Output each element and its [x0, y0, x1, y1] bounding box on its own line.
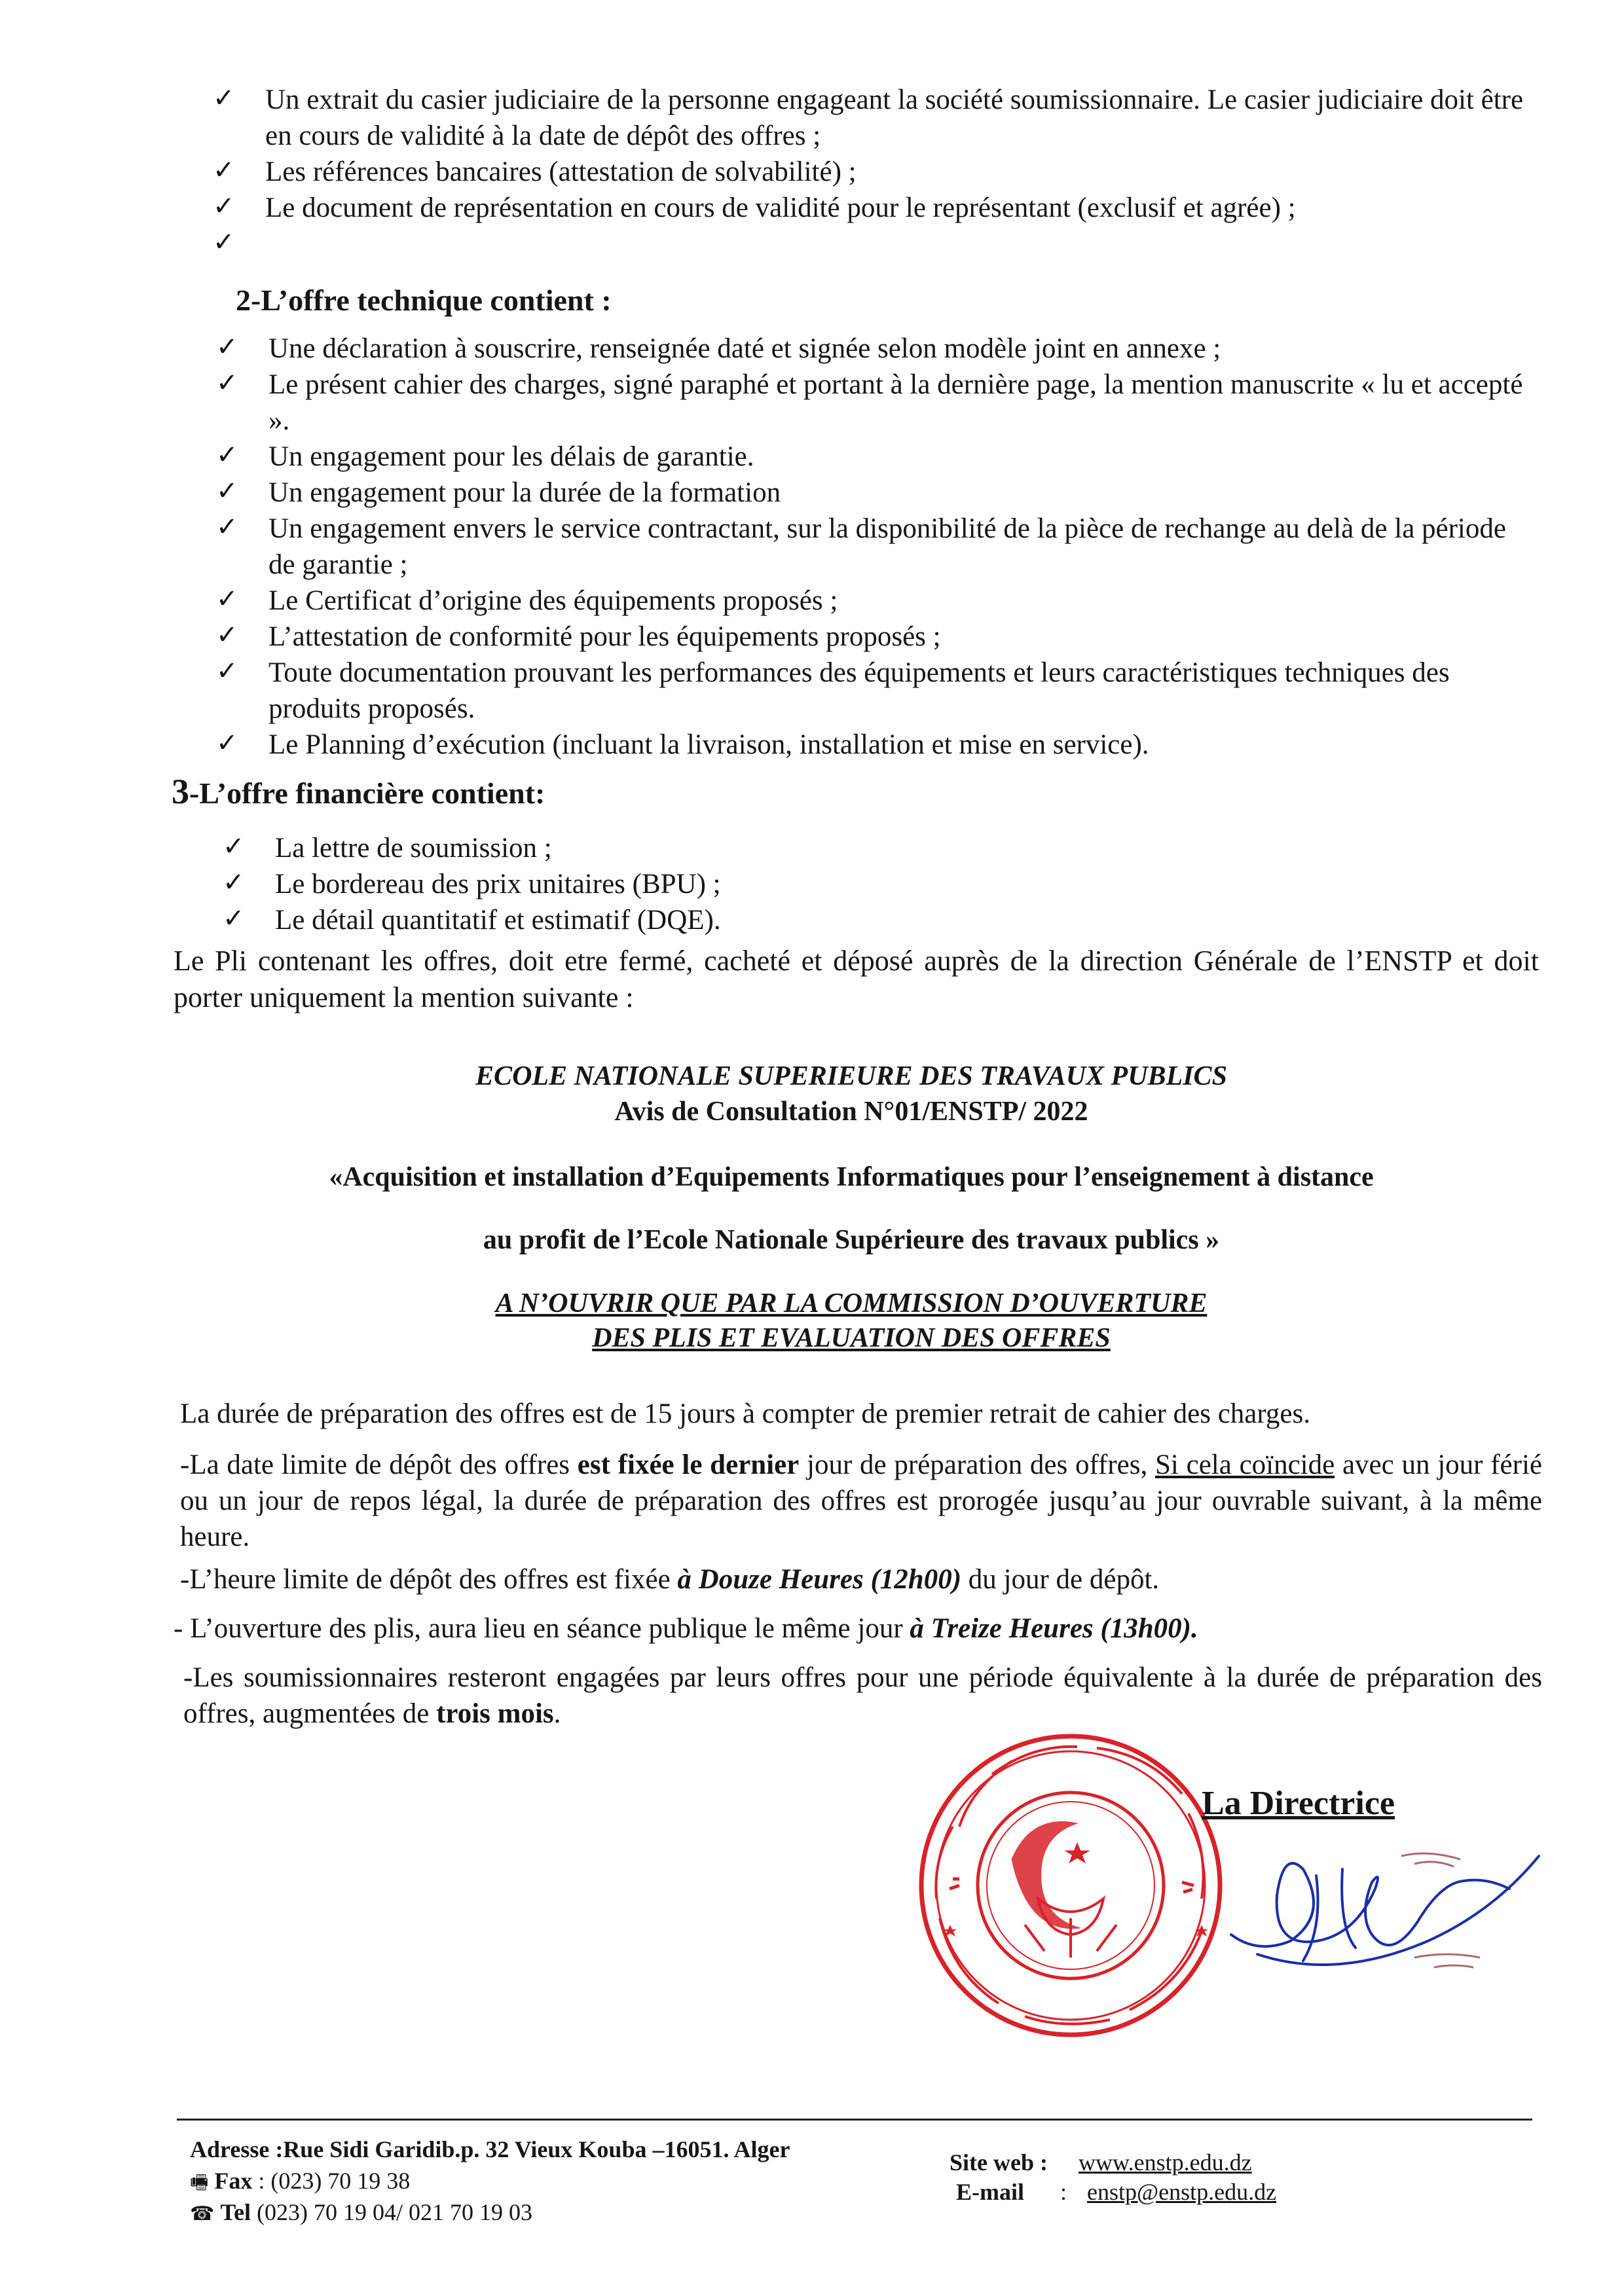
list-item	[213, 226, 1536, 262]
check-mark-icon: ✓	[216, 476, 238, 507]
check-mark-icon: ✓	[213, 83, 235, 113]
list-item: ✓ Le Certificat d’origine des équipements proposés ;	[216, 584, 838, 617]
list-item: ✓ Le détail quantitatif et estimatif (DQE).	[223, 903, 721, 936]
footer-email: E-mail : enstp@enstp.edu.dz	[956, 2179, 1277, 2205]
pli-paragraph: Le Pli contenant les offres, doit etre fermé, cacheté et déposé auprès de la direction Générale de l’ENSTP et doit porter uniquement la mention suivante :	[174, 945, 1539, 1014]
check-mark-icon: ✓	[213, 155, 235, 186]
check-mark-icon: ✓	[223, 903, 245, 934]
list-item: ✓ Le Planning d’exécution (incluant la livraison, installation et mise en service).	[216, 728, 1149, 761]
list-item: ✓ Le bordereau des prix unitaires (BPU) ;	[223, 867, 721, 900]
financial-offer-list	[223, 830, 1401, 938]
technical-offer-list	[216, 331, 1539, 763]
intro-list	[213, 82, 1536, 262]
check-mark-icon: ✓	[216, 584, 238, 615]
list-item: ✓ Un engagement pour la durée de la formation	[216, 476, 781, 509]
warning-line-2: DES PLIS ET EVALUATION DES OFFRES	[592, 1323, 1111, 1353]
offer-validity: -Les soumissionnaires resteront engagées par leurs offres pour une période équivalente à la durée de préparation des offres, augmentées de trois mois.	[183, 1662, 1542, 1730]
website-link[interactable]: www.enstp.edu.dz	[1079, 2149, 1252, 2176]
check-mark-icon: ✓	[216, 728, 238, 759]
footer-divider	[177, 2119, 1532, 2121]
preparation-duration: La durée de préparation des offres est de 15 jours à compter de premier retrait de cahier des charges.	[180, 1398, 1311, 1429]
check-mark-icon: ✓	[216, 620, 238, 651]
consultation-notice: Avis de Consultation N°01/ENSTP/ 2022	[614, 1097, 1088, 1127]
phone-icon: ☎	[190, 2202, 215, 2225]
email-link[interactable]: enstp@enstp.edu.dz	[1087, 2179, 1277, 2205]
check-mark-icon: ✓	[213, 227, 235, 258]
list-item: ✓ Un engagement envers le service contractant, sur la disponibilité de la pièce de rechange au delà de la période de garantie ;	[216, 512, 1506, 581]
list-item: ✓ La lettre de soumission ;	[223, 831, 552, 864]
stamp-seal-icon	[913, 1728, 1228, 2043]
deadline-paragraph: -La date limite de dépôt des offres est fixée le dernier jour de préparation des offres, Si cela coïncide avec un jour férié ou un jour de repos légal, la durée de préparation des offres est prorogée jusqu’au jour ouvrable suivant, à la même heure.	[180, 1449, 1542, 1553]
check-mark-icon: ✓	[213, 191, 235, 222]
object-line-1: «Acquisition et installation d’Equipements Informatiques pour l’enseignement à distance	[329, 1162, 1374, 1192]
check-mark-icon: ✓	[216, 656, 238, 687]
warning-line-1: A N’OUVRIR QUE PAR LA COMMISSION D’OUVERTURE	[495, 1288, 1208, 1319]
handwritten-signature	[1218, 1830, 1559, 2000]
check-mark-icon: ✓	[216, 332, 238, 362]
school-name: ECOLE NATIONALE SUPERIEURE DES TRAVAUX PUBLICS	[475, 1061, 1227, 1091]
check-mark-icon: ✓	[223, 867, 245, 898]
list-item: ✓ Une déclaration à souscrire, renseignée daté et signée selon modèle joint en annexe ;	[216, 332, 1221, 364]
fax-icon: 🖷	[190, 2171, 209, 2194]
list-item: ✓ L’attestation de conformité pour les équipements proposés ;	[216, 620, 941, 653]
technical-offer-title: 2-L’offre technique contient :	[236, 283, 612, 317]
footer-address: Adresse :Rue Sidi Garidib.p. 32 Vieux Kouba –16051. Alger	[190, 2136, 790, 2162]
list-item: ✓ Le document de représentation en cours de validité pour le représentant (exclusif et agrée) ;	[213, 191, 1296, 224]
footer-tel: ☎ Tel (023) 70 19 04/ 021 70 19 03	[190, 2199, 533, 2225]
deadline-hour: -L’heure limite de dépôt des offres est fixée à Douze Heures (12h00) du jour de dépôt.	[180, 1564, 1160, 1595]
footer-site: Site web : www.enstp.edu.dz	[950, 2149, 1252, 2176]
object-line-2: au profit de l’Ecole Nationale Supérieure des travaux publics »	[483, 1225, 1220, 1255]
check-mark-icon: ✓	[223, 831, 245, 862]
check-mark-icon: ✓	[216, 440, 238, 471]
list-item: ✓ Le présent cahier des charges, signé paraphé et portant à la dernière page, la mention manuscrite « lu et accepté ».	[216, 368, 1523, 437]
opening-session: - L’ouverture des plis, aura lieu en séance publique le même jour à Treize Heures (13h00).	[174, 1613, 1198, 1644]
check-mark-icon: ✓	[216, 368, 238, 399]
list-item: ✓ Un extrait du casier judiciaire de la personne engageant la société soumissionnaire. Le casier judiciaire doit être en cours de validité à la date de dépôt des offres ;	[213, 83, 1524, 152]
check-mark-icon: ✓	[216, 512, 238, 543]
footer-fax: 🖷 Fax : (023) 70 19 38	[190, 2168, 411, 2194]
official-stamp	[913, 1728, 1228, 2043]
list-item: ✓ Toute documentation prouvant les performances des équipements et leurs caractéristiques techniques des produits proposés.	[216, 656, 1450, 725]
list-item: ✓ Les références bancaires (attestation de solvabilité) ;	[213, 155, 857, 188]
financial-offer-title: 3-L’offre financière contient:	[172, 772, 545, 811]
signature-title: La Directrice	[1202, 1785, 1395, 1822]
list-item: ✓ Un engagement pour les délais de garantie.	[216, 440, 754, 473]
